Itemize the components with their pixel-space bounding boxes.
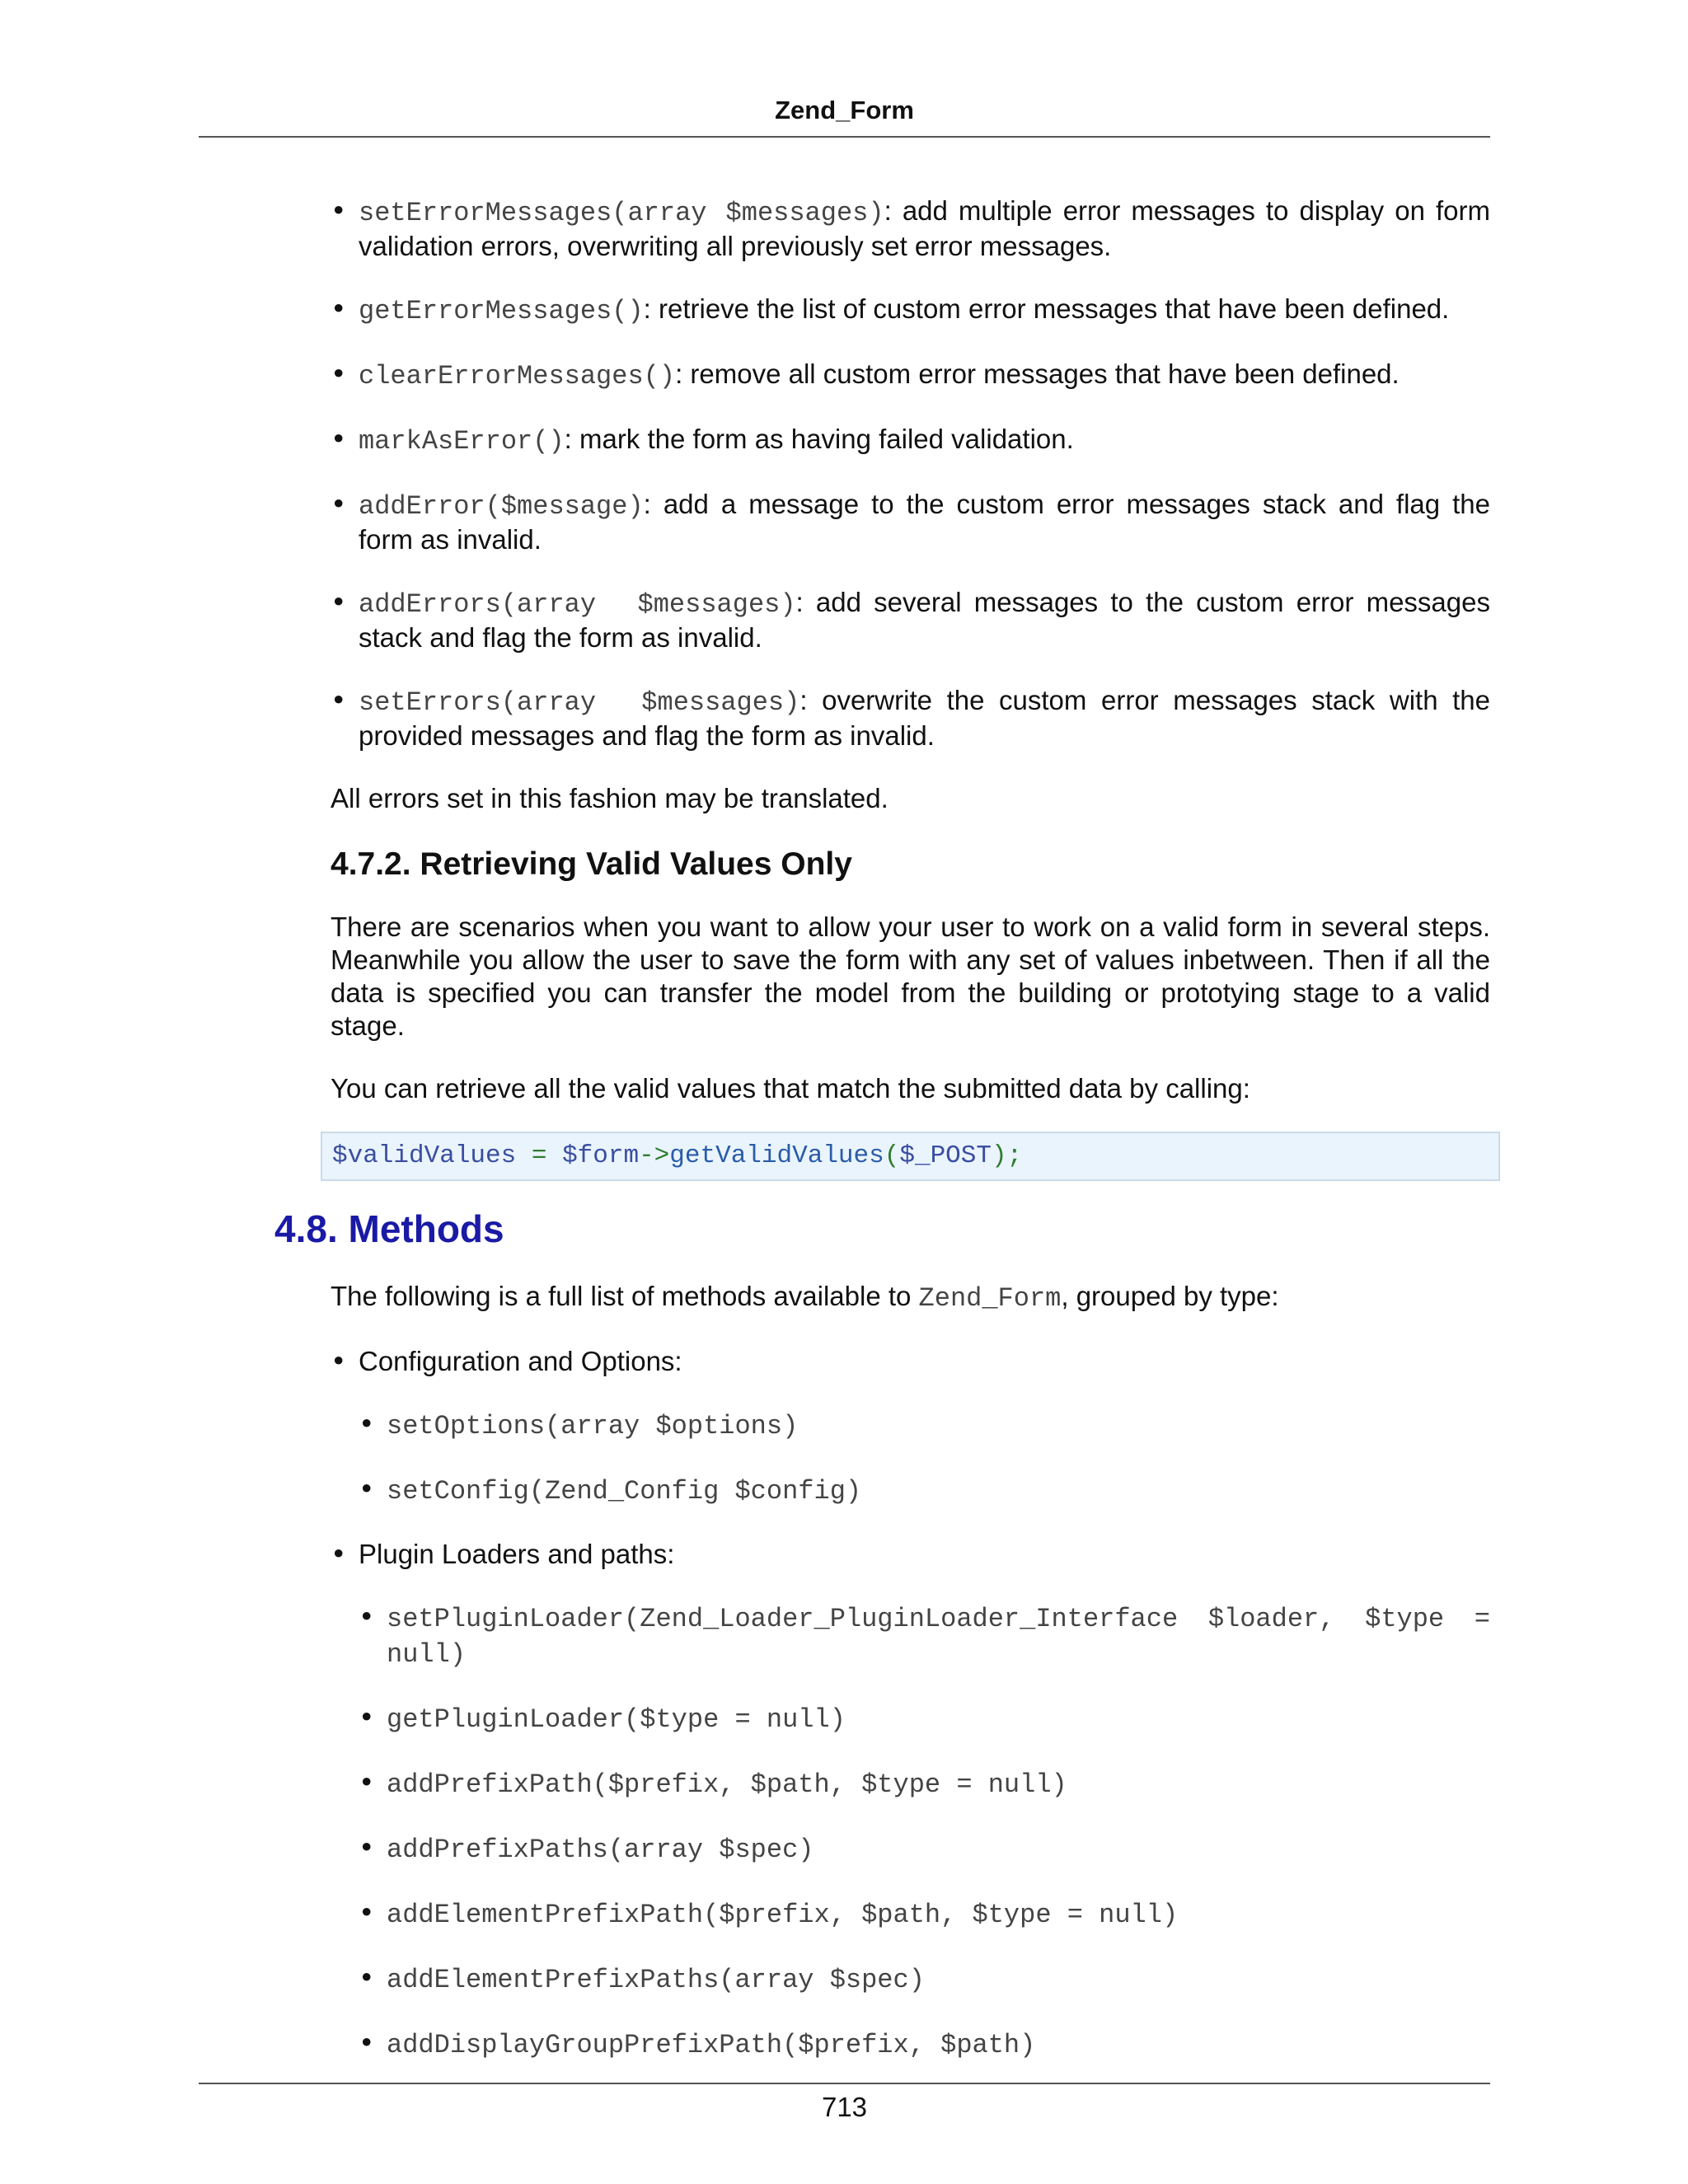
method-description: : remove all custom error messages that have been defined. [675,359,1400,389]
list-item [331,586,1490,654]
method-sublist [359,1601,1490,2062]
section-title: 4.8. Methods [274,1207,504,1250]
running-header: Zend_Form [775,96,914,124]
method-name: markAsError() [359,426,565,457]
code-example [321,1132,1500,1181]
method-signature: setPluginLoader(Zend_Loader_PluginLoader_Interface $loader, $type = null) [387,1604,1490,1670]
method-description: : overwrite the custom error messages stack with the provided messages and flag the form as invalid. [359,685,1491,751]
code-token: = [516,1141,563,1170]
subsection-paragraph: There are scenarios when you want to allow your user to work on a valid form in several steps. Meanwhile you allow the user to save the form with any set of values inbetween. Then if all the data is specified you can transfer the model from the building or prototying stage to a valid stage. [331,912,1490,1041]
method-signature: addElementPrefixPaths(array $spec) [387,1965,925,1995]
list-item [331,194,1490,263]
method-signature: getPluginLoader($type = null) [387,1704,846,1735]
code-token: $validValues [332,1141,517,1170]
list-item [359,1896,1490,1932]
methods-intro [331,1280,1490,1315]
method-description: : retrieve the list of custom error messages that have been defined. [643,293,1450,324]
method-name: clearErrorMessages() [359,361,676,391]
subsection-title: 4.7.2. Retrieving Valid Values Only [331,846,852,882]
method-signature: addElementPrefixPath($prefix, $path, $type = null) [387,1900,1179,1930]
errors-note: All errors set in this fashion may be translated. [331,783,889,813]
list-item [331,358,1490,393]
method-sublist [359,1408,1490,1508]
method-group [331,1345,1490,1508]
page-content [274,194,1491,2092]
list-item [331,488,1490,556]
list-item [331,684,1490,752]
code-token: ); [991,1141,1023,1170]
method-signature: setOptions(array $options) [387,1411,799,1441]
method-groups-list [331,1345,1490,2062]
code-token: -> [639,1141,670,1170]
method-description: : add several messages to the custom error messages stack and flag the form as invalid. [359,587,1490,653]
code-token: $_POST [899,1141,992,1170]
page-number: 713 [821,2092,868,2122]
list-item [331,423,1490,458]
list-item [359,1701,1490,1736]
method-group [331,1538,1490,2062]
method-signature: addPrefixPath($prefix, $path, $type = null) [387,1769,1067,1800]
method-name: getErrorMessages() [359,296,644,326]
list-item [359,1601,1490,1671]
list-item [359,1831,1490,1867]
method-signature: addDisplayGroupPrefixPath($prefix, $path) [387,2030,1036,2060]
method-name: setErrors(array $messages) [359,687,800,718]
method-name: setErrorMessages(array $messages) [359,198,884,228]
method-signature: addPrefixPaths(array $spec) [387,1835,814,1865]
subsection-paragraph: You can retrieve all the valid values that match the submitted data by calling: [331,1073,1250,1104]
intro-text: , grouped by type: [1061,1281,1279,1311]
method-group-label: Configuration and Options: [359,1346,682,1376]
list-item [359,1961,1490,1997]
error-methods-list [331,194,1490,752]
method-name: addErrors(array $messages) [359,589,796,620]
code-token: getValidValues [669,1141,884,1170]
method-description: : add multiple error messages to display on form validation errors, overwriting all previously set error messages. [359,195,1491,261]
method-description: : add a message to the custom error messages stack and flag the form as invalid. [359,489,1490,555]
method-name: addError($message) [359,491,644,522]
class-name: Zend_Form [918,1283,1062,1314]
header-rule [199,136,1490,138]
footer-rule [199,2083,1490,2084]
method-description: : mark the form as having failed validation. [564,424,1074,454]
list-item [359,1766,1490,1802]
list-item [359,2027,1490,2062]
list-item [331,293,1490,328]
method-signature: setConfig(Zend_Config $config) [387,1476,862,1507]
code-token: ( [884,1141,900,1170]
list-item [359,1408,1490,1443]
code-token: $form [562,1141,640,1170]
method-group-label: Plugin Loaders and paths: [359,1539,675,1569]
intro-text: The following is a full list of methods available to [331,1281,919,1311]
list-item [359,1473,1490,1508]
